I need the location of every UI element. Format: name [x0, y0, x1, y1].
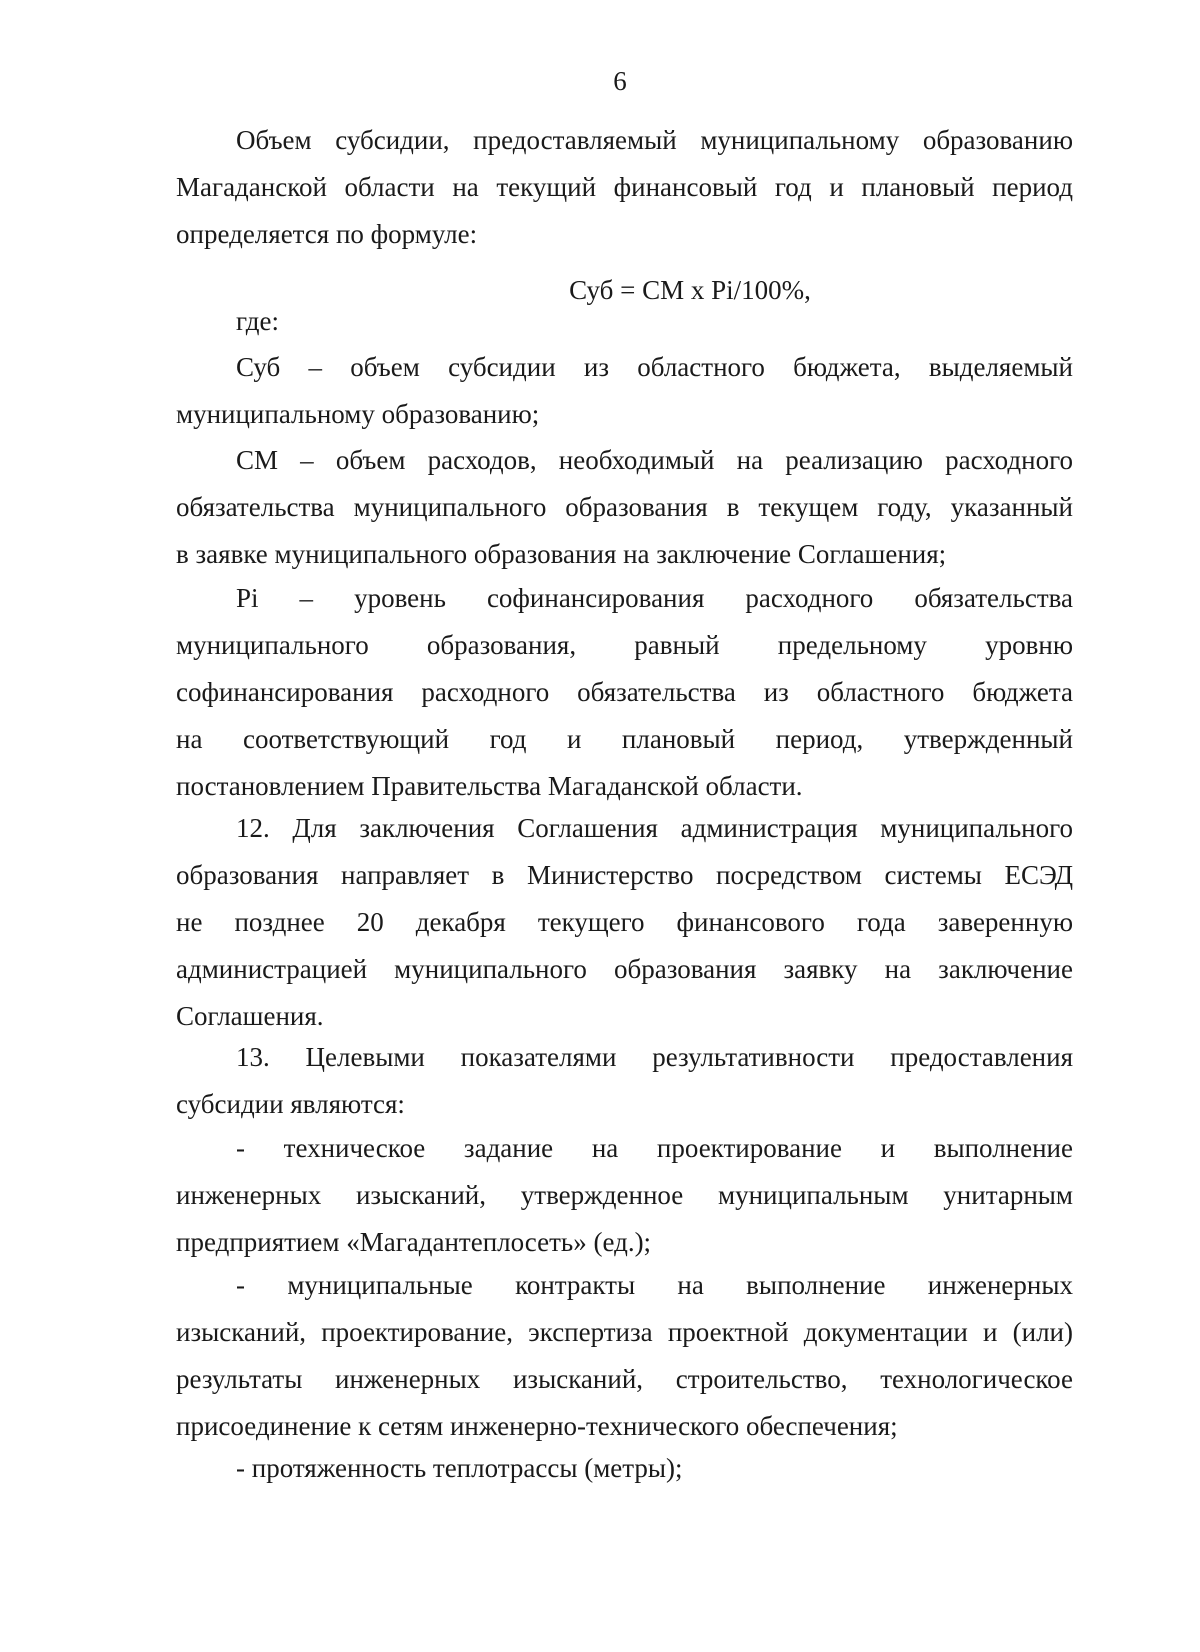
text-line: Соглашения.	[176, 1001, 324, 1031]
text-line: Объем субсидии, предоставляемый муниципальному образованию	[236, 125, 1073, 155]
text-line: на соответствующий год и плановый период, утвержденный	[176, 724, 1073, 754]
text-line: софинансирования расходного обязательства из областного бюджета	[176, 677, 1073, 707]
list-item-municipal-contracts	[176, 1262, 1073, 1450]
text-line: Магаданской области на текущий финансовый год и плановый период	[176, 172, 1073, 202]
text-line: - протяженность теплотрассы (метры);	[236, 1453, 683, 1483]
paragraph-cm-definition	[176, 437, 1073, 578]
text-line: администрацией муниципального образования заявку на заключение	[176, 954, 1073, 984]
text-line: 12. Для заключения Соглашения администрация муниципального	[236, 813, 1073, 843]
paragraph-pi-definition	[176, 575, 1073, 810]
text-line: где:	[236, 306, 279, 336]
text-line: - техническое задание на проектирование и выполнение	[236, 1133, 1073, 1163]
paragraph-13	[176, 1034, 1073, 1128]
text-line: Pi – уровень софинансирования расходного обязательства	[236, 583, 1073, 613]
formula: Суб = СМ х Pi/100%,	[569, 275, 811, 305]
text-line: 13. Целевыми показателями результативности предоставления	[236, 1042, 1073, 1072]
text-line: определяется по формуле:	[176, 219, 478, 249]
text-line: присоединение к сетям инженерно-технического обеспечения;	[176, 1411, 898, 1441]
list-item-heat-main-length	[176, 1445, 1073, 1492]
paragraph-subsidy-volume	[176, 117, 1073, 258]
text-line: постановлением Правительства Магаданской области.	[176, 771, 803, 801]
page-number: 6	[613, 66, 627, 96]
text-line: предприятием «Магадантеплосеть» (ед.);	[176, 1227, 652, 1257]
list-item-technical-task	[176, 1125, 1073, 1266]
text-line: - муниципальные контракты на выполнение инженерных	[236, 1270, 1073, 1300]
paragraph-sub-definition	[176, 344, 1073, 438]
text-line: результаты инженерных изысканий, строительство, технологическое	[176, 1364, 1073, 1394]
text-line: муниципального образования, равный предельному уровню	[176, 630, 1073, 660]
text-line: Суб – объем субсидии из областного бюджета, выделяемый	[236, 352, 1073, 382]
text-line: субсидии являются:	[176, 1089, 405, 1119]
text-line: в заявке муниципального образования на заключение Соглашения;	[176, 539, 947, 569]
text-line: не позднее 20 декабря текущего финансового года заверенную	[176, 907, 1073, 937]
paragraph-12	[176, 805, 1073, 1040]
text-line: муниципальному образованию;	[176, 399, 540, 429]
text-line: изысканий, проектирование, экспертиза проектной документации и (или)	[176, 1317, 1073, 1347]
text-line: образования направляет в Министерство посредством системы ЕСЭД	[176, 860, 1073, 890]
text-line: обязательства муниципального образования в текущем году, указанный	[176, 492, 1073, 522]
text-line: инженерных изысканий, утвержденное муниципальным унитарным	[176, 1180, 1073, 1210]
paragraph-where	[176, 298, 1073, 345]
text-line: СМ – объем расходов, необходимый на реализацию расходного	[236, 445, 1073, 475]
